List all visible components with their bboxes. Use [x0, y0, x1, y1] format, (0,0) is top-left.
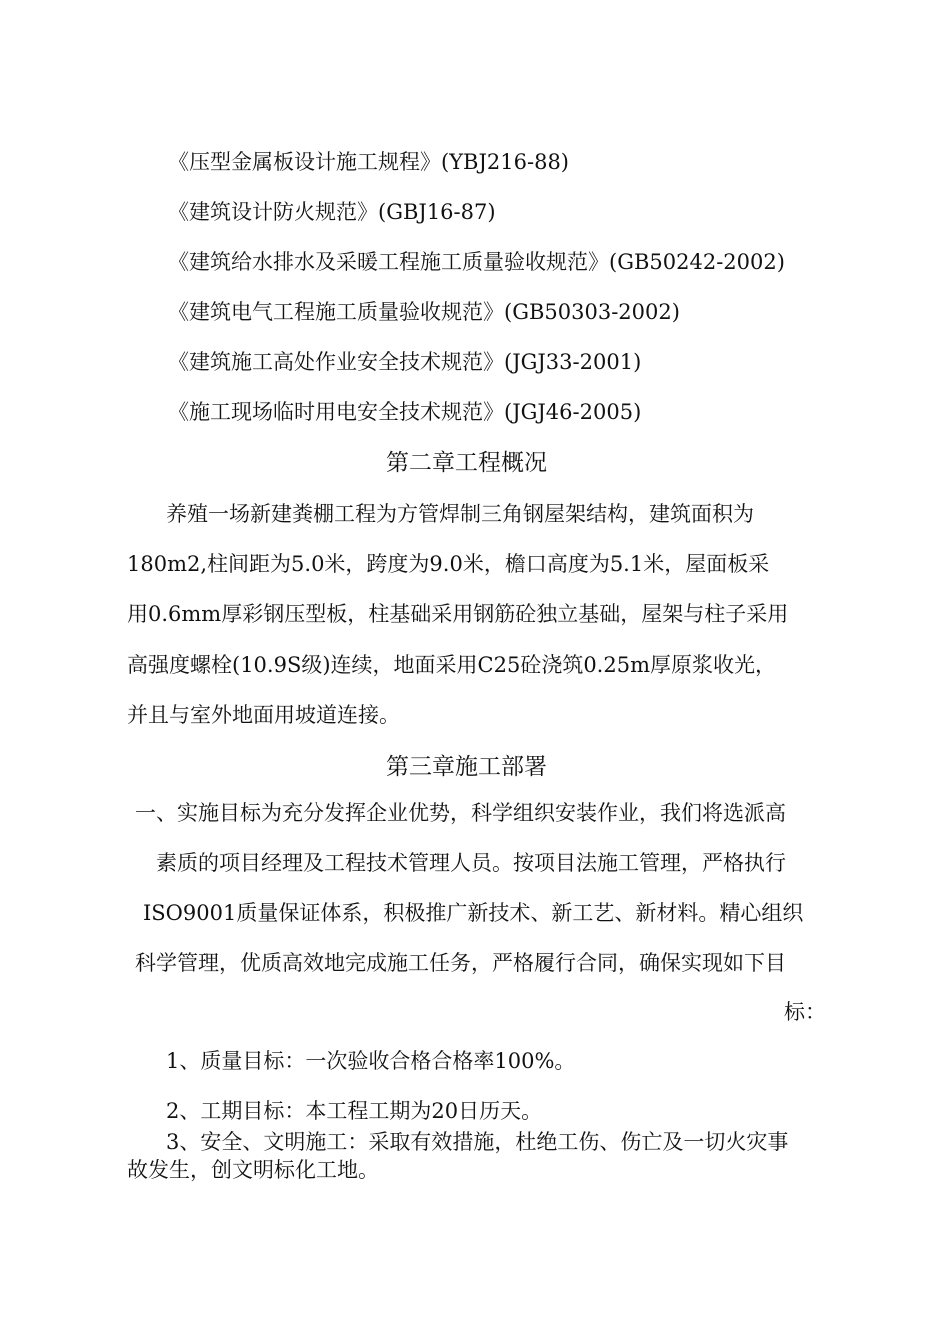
reference-item: 《压型金属板设计施工规程》(YBJ216-88)	[168, 150, 569, 174]
reference-item: 《建筑电气工程施工质量验收规范》(GB50303-2002)	[168, 300, 680, 324]
paragraph-line: 一、实施目标为充分发挥企业优势，科学组织安装作业，我们将选派高	[135, 801, 786, 825]
chapter-2-title: 第二章工程概况	[386, 450, 547, 476]
paragraph-line: 标：	[784, 1000, 826, 1024]
reference-item: 《施工现场临时用电安全技术规范》(JGJ46-2005)	[168, 400, 642, 424]
reference-item: 《建筑给水排水及采暖工程施工质量验收规范》(GB50242-2002)	[168, 250, 785, 274]
goal-item: 故发生，创文明标化工地。	[127, 1158, 379, 1182]
goal-item: 2、工期目标：本工程工期为20日历天。	[166, 1099, 543, 1123]
chapter-3-title: 第三章施工部署	[386, 754, 547, 780]
reference-item: 《建筑施工高处作业安全技术规范》(JGJ33-2001)	[168, 350, 642, 374]
paragraph-line: 180m2,柱间距为5.0米，跨度为9.0米，檐口高度为5.1米，屋面板采	[127, 552, 770, 576]
reference-item: 《建筑设计防火规范》(GBJ16-87)	[168, 200, 496, 224]
paragraph-line: ISO9001质量保证体系，积极推广新技术、新工艺、新材料。精心组织	[143, 901, 804, 925]
paragraph-line: 素质的项目经理及工程技术管理人员。按项目法施工管理，严格执行	[156, 851, 786, 875]
goal-item: 1、质量目标：一次验收合格合格率100%。	[166, 1049, 576, 1073]
paragraph-line: 用0.6mm厚彩钢压型板，柱基础采用钢筋砼独立基础，屋架与柱子采用	[127, 602, 789, 626]
paragraph-line: 科学管理，优质高效地完成施工任务，严格履行合同，确保实现如下目	[135, 951, 786, 975]
paragraph-line: 高强度螺栓(10.9S级)连续，地面采用C25砼浇筑0.25m厚原浆收光，	[127, 653, 776, 677]
paragraph-line: 并且与室外地面用坡道连接。	[127, 703, 400, 727]
paragraph-line: 养殖一场新建粪棚工程为方管焊制三角钢屋架结构，建筑面积为	[166, 502, 754, 526]
goal-item: 3、安全、文明施工：采取有效措施，杜绝工伤、伤亡及一切火灾事	[166, 1130, 789, 1154]
